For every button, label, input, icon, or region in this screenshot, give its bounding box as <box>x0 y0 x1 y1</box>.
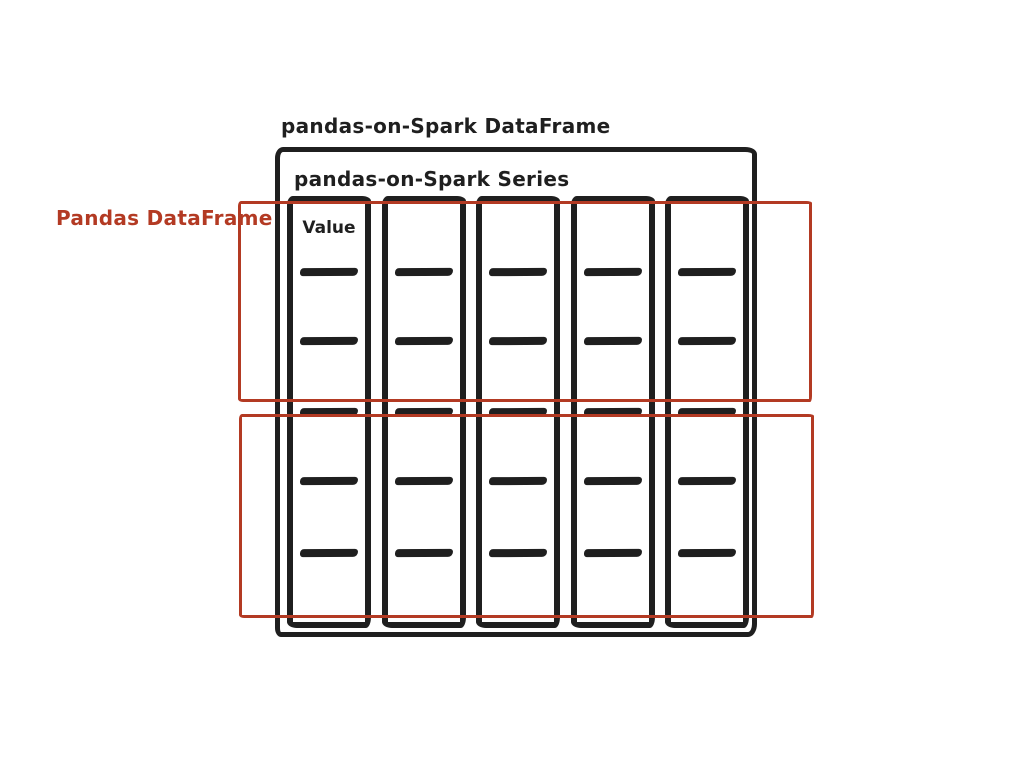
pandas-dataframe-partition-box-2 <box>239 414 814 618</box>
pandas-dataframe-label: Pandas DataFrame <box>56 206 273 230</box>
pandas-on-spark-dataframe-title: pandas-on-Spark DataFrame <box>281 114 611 138</box>
pandas-dataframe-partition-box-1 <box>238 201 812 402</box>
pandas-on-spark-series-label: pandas-on-Spark Series <box>294 167 570 191</box>
value-label: Value <box>302 218 356 238</box>
